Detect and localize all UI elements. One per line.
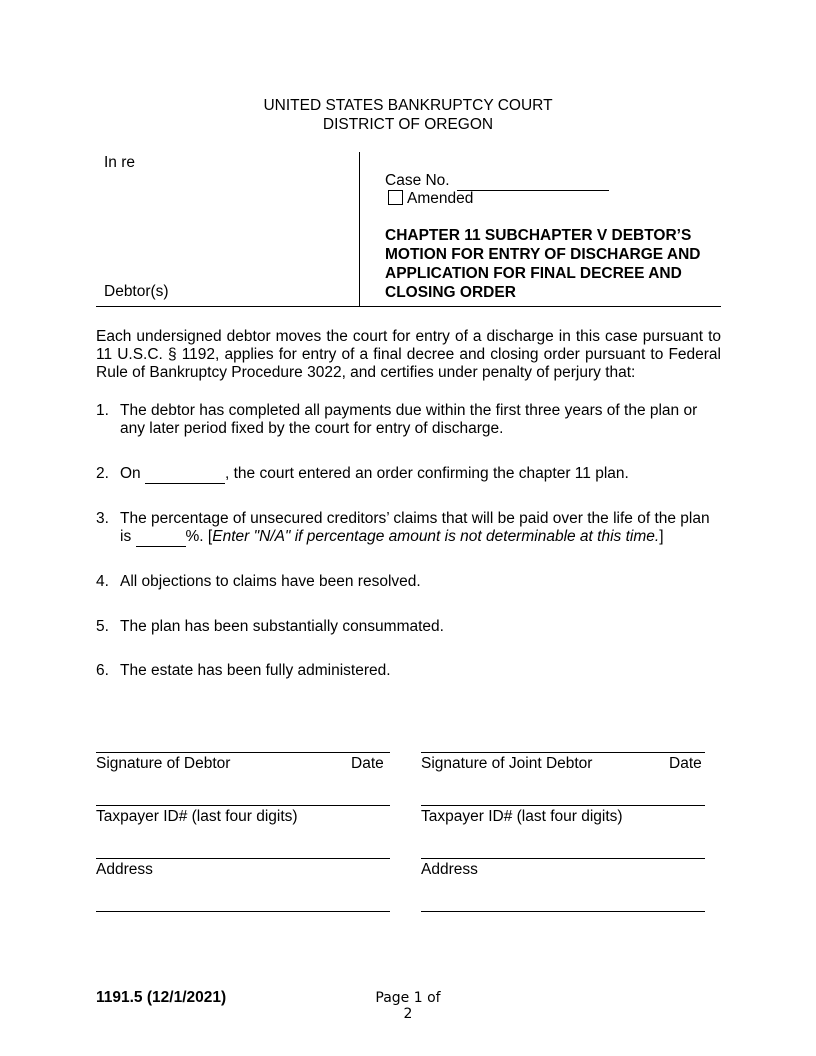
amended-label: Amended bbox=[407, 190, 474, 207]
debtor-address-line[interactable] bbox=[96, 858, 390, 859]
list-text: The debtor has completed all payments due within the first three years of the plan or any later period fixed by the court for entry of discharge. bbox=[120, 402, 698, 437]
court-name: UNITED STATES BANKRUPTCY COURT bbox=[263, 97, 553, 114]
list-text: The estate has been fully administered. bbox=[120, 662, 391, 679]
joint-debtor-taxpayer-id-label: Taxpayer ID# (last four digits) bbox=[421, 808, 623, 825]
debtor-address-line-2[interactable] bbox=[96, 911, 390, 912]
page-number: Page 1 of 2 bbox=[375, 990, 441, 1022]
list-item-5 bbox=[96, 618, 721, 636]
joint-debtor-address-label: Address bbox=[421, 861, 478, 878]
district-name: DISTRICT OF OREGON bbox=[322, 116, 494, 133]
amended-checkbox[interactable] bbox=[388, 190, 403, 205]
joint-debtor-date-label: Date bbox=[669, 755, 702, 772]
amended-row bbox=[385, 190, 473, 208]
list-text: All objections to claims have been resolved. bbox=[120, 573, 421, 590]
list-text-before: The percentage of unsecured creditors’ claims that will be paid over the life of the plan is bbox=[120, 510, 710, 545]
list-item-3: 3. The percentage of unsecured creditors’ claims that will be paid over the life of the plan is %. [Enter "N/A" if percentage amount is not determinable at this time.] bbox=[96, 510, 710, 545]
joint-debtor-address-line[interactable] bbox=[421, 858, 705, 859]
debtor-taxpayer-id-label: Taxpayer ID# (last four digits) bbox=[96, 808, 298, 825]
list-text-before: On bbox=[120, 465, 141, 482]
case-number-row bbox=[385, 172, 609, 191]
debtors-label: Debtor(s) bbox=[104, 283, 169, 300]
list-item-2 bbox=[96, 465, 721, 484]
percentage-field[interactable] bbox=[136, 528, 186, 547]
debtor-signature-line[interactable] bbox=[96, 752, 390, 753]
confirmation-date-field[interactable] bbox=[145, 465, 225, 484]
list-item-4 bbox=[96, 573, 721, 591]
joint-debtor-signature-label: Signature of Joint Debtor bbox=[421, 755, 593, 772]
debtor-address-label: Address bbox=[96, 861, 153, 878]
document-title: CHAPTER 11 SUBCHAPTER V DEBTOR’S MOTION FOR ENTRY OF DISCHARGE AND APPLICATION FOR FINAL DECREE AND CLOSING ORDER bbox=[385, 227, 701, 301]
percentage-suffix: %. bbox=[185, 528, 204, 545]
list-number: 3. bbox=[96, 510, 109, 527]
caption-divider-horizontal bbox=[96, 306, 721, 307]
instruction-text: Enter "N/A" if percentage amount is not determinable at this time. bbox=[212, 528, 660, 545]
list-number: 2. bbox=[96, 465, 109, 482]
joint-debtor-taxpayer-id-line[interactable] bbox=[421, 805, 705, 806]
list-text-after: , the court entered an order confirming the chapter 11 plan. bbox=[225, 465, 629, 482]
joint-debtor-signature-line[interactable] bbox=[421, 752, 705, 753]
debtor-signature-label: Signature of Debtor bbox=[96, 755, 231, 772]
in-re-label: In re bbox=[104, 154, 136, 171]
debtor-taxpayer-id-line[interactable] bbox=[96, 805, 390, 806]
debtor-date-label: Date bbox=[351, 755, 384, 772]
caption-divider-vertical bbox=[359, 152, 360, 307]
list-number: 4. bbox=[96, 573, 109, 590]
list-number: 1. bbox=[96, 402, 109, 419]
list-number: 5. bbox=[96, 618, 109, 635]
case-number-label: Case No. bbox=[385, 172, 450, 189]
list-number: 6. bbox=[96, 662, 109, 679]
case-number-field[interactable] bbox=[457, 172, 609, 191]
list-item-6 bbox=[96, 662, 721, 680]
list-item-1 bbox=[96, 402, 721, 438]
list-text: The plan has been substantially consummated. bbox=[120, 618, 444, 635]
form-code: 1191.5 (12/1/2021) bbox=[96, 989, 227, 1006]
intro-paragraph: Each undersigned debtor moves the court for entry of a discharge in this case pursuant to 11 U.S.C. § 1192, applies for entry of a final decree and closing order pursuant to Federal Rule of Bankruptcy Procedure 3022, and certifies under penalty of perjury that: bbox=[96, 328, 721, 381]
joint-debtor-address-line-2[interactable] bbox=[421, 911, 705, 912]
